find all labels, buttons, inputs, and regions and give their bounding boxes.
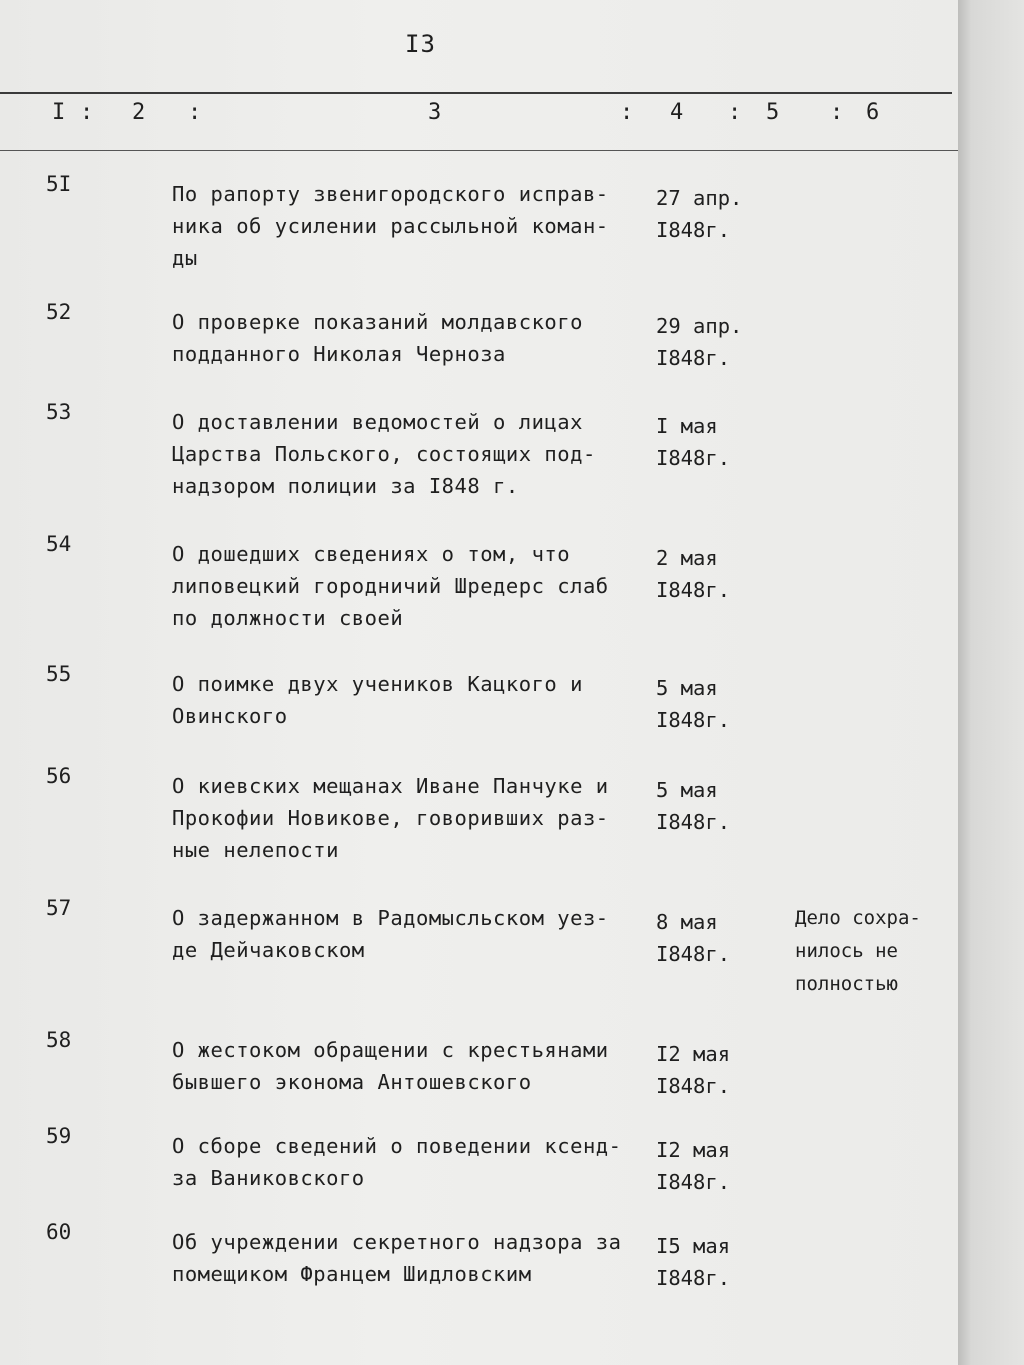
header-sep: : — [728, 100, 742, 125]
record-date-line: I848г. — [656, 810, 731, 834]
record-date-line: I2 мая — [656, 1138, 731, 1162]
record-date-line: I848г. — [656, 708, 731, 732]
record-title-line: О сборе сведений о поведении ксенд- — [172, 1134, 622, 1158]
record-date-line: I848г. — [656, 1266, 731, 1290]
record-number: 58 — [46, 1028, 72, 1052]
header-col-3: 3 — [428, 100, 442, 125]
record-title-line: де Дейчаковском — [172, 938, 365, 962]
record-title-line: О жестоком обращении с крестьянами — [172, 1038, 609, 1062]
record-date-line: 8 мая — [656, 910, 718, 934]
record-title — [172, 668, 652, 732]
record-title — [172, 406, 652, 502]
record-date-line: 2 мая — [656, 546, 718, 570]
record-note-line: Дело сохра- — [795, 907, 921, 929]
record-title-line: Прокофии Новикове, говоривших раз- — [172, 806, 609, 830]
record-date — [656, 1038, 776, 1102]
record-title — [172, 1130, 652, 1194]
header-sep: : — [188, 100, 202, 125]
record-note-line: нилось не — [795, 940, 898, 962]
record-date — [656, 182, 776, 246]
record-title-line: О киевских мещанах Иване Панчуке и — [172, 774, 609, 798]
record-date — [656, 906, 776, 970]
record-title-line: Царства Польского, состоящих под- — [172, 442, 596, 466]
record-number: 59 — [46, 1124, 72, 1148]
record-title — [172, 902, 652, 966]
record-date — [656, 1134, 776, 1198]
record-title-line: О поимке двух учеников Кацкого и — [172, 672, 583, 696]
record-date-line: I5 мая — [656, 1234, 731, 1258]
record-number: 52 — [46, 300, 72, 324]
header-col-5: 5 — [766, 100, 780, 125]
header-col-4: 4 — [670, 100, 684, 125]
record-title-line: надзором полиции за I848 г. — [172, 474, 519, 498]
record-number: 56 — [46, 764, 72, 788]
record-date-line: I мая — [656, 414, 718, 438]
record-date — [656, 1230, 776, 1294]
record-title-line: О проверке показаний молдавского — [172, 310, 583, 334]
record-title-line: подданного Николая Черноза — [172, 342, 506, 366]
header-col-1: I — [52, 100, 66, 125]
record-title-line: помещиком Францем Шидловским — [172, 1262, 532, 1286]
record-title-line: О доставлении ведомостей о лицах — [172, 410, 583, 434]
record-date-line: I848г. — [656, 942, 731, 966]
record-date-line: I2 мая — [656, 1042, 731, 1066]
header-bottom-rule — [0, 150, 958, 151]
record-number: 53 — [46, 400, 72, 424]
record-date-line: I848г. — [656, 1170, 731, 1194]
record-date — [656, 774, 776, 838]
record-date-line: 5 мая — [656, 778, 718, 802]
record-date — [656, 410, 776, 474]
record-title — [172, 538, 652, 634]
record-title — [172, 178, 652, 274]
record-note — [795, 902, 955, 1001]
page-edge-shadow — [958, 0, 1024, 1365]
header-sep: : — [80, 100, 94, 125]
record-title-line: О задержанном в Радомысльском уез- — [172, 906, 609, 930]
header-sep: : — [620, 100, 634, 125]
header-col-6: 6 — [866, 100, 880, 125]
record-title-line: ника об усилении рассыльной коман- — [172, 214, 609, 238]
record-title-line: по должности своей — [172, 606, 404, 630]
record-date-line: 29 апр. — [656, 314, 743, 338]
header-col-2: 2 — [132, 100, 146, 125]
record-title — [172, 770, 652, 866]
record-title-line: ды — [172, 246, 198, 270]
record-date — [656, 672, 776, 736]
record-title-line: О дошедших сведениях о том, что — [172, 542, 571, 566]
record-title-line: липовецкий городничий Шредерс слаб — [172, 574, 609, 598]
record-number: 55 — [46, 662, 72, 686]
record-number: 5I — [46, 172, 72, 196]
record-title-line: Овинского — [172, 704, 288, 728]
record-date-line: I848г. — [656, 346, 731, 370]
record-number: 60 — [46, 1220, 72, 1244]
record-number: 54 — [46, 532, 72, 556]
record-date — [656, 542, 776, 606]
record-note-line: полностью — [795, 973, 898, 995]
record-date-line: 27 апр. — [656, 186, 743, 210]
page-number: I3 — [405, 30, 436, 58]
record-date — [656, 310, 776, 374]
record-title — [172, 306, 652, 370]
record-date-line: 5 мая — [656, 676, 718, 700]
record-date-line: I848г. — [656, 446, 731, 470]
record-title-line: ные нелепости — [172, 838, 339, 862]
record-date-line: I848г. — [656, 218, 731, 242]
record-date-line: I848г. — [656, 578, 731, 602]
record-number: 57 — [46, 896, 72, 920]
header-sep: : — [830, 100, 844, 125]
record-title-line: По рапорту звенигородского исправ- — [172, 182, 609, 206]
record-date-line: I848г. — [656, 1074, 731, 1098]
record-title-line: Об учреждении секретного надзора за — [172, 1230, 622, 1254]
record-title — [172, 1034, 652, 1098]
record-title — [172, 1226, 652, 1290]
header-top-rule — [0, 92, 952, 94]
record-title-line: за Ваниковского — [172, 1166, 365, 1190]
record-title-line: бывшего эконома Антошевского — [172, 1070, 532, 1094]
